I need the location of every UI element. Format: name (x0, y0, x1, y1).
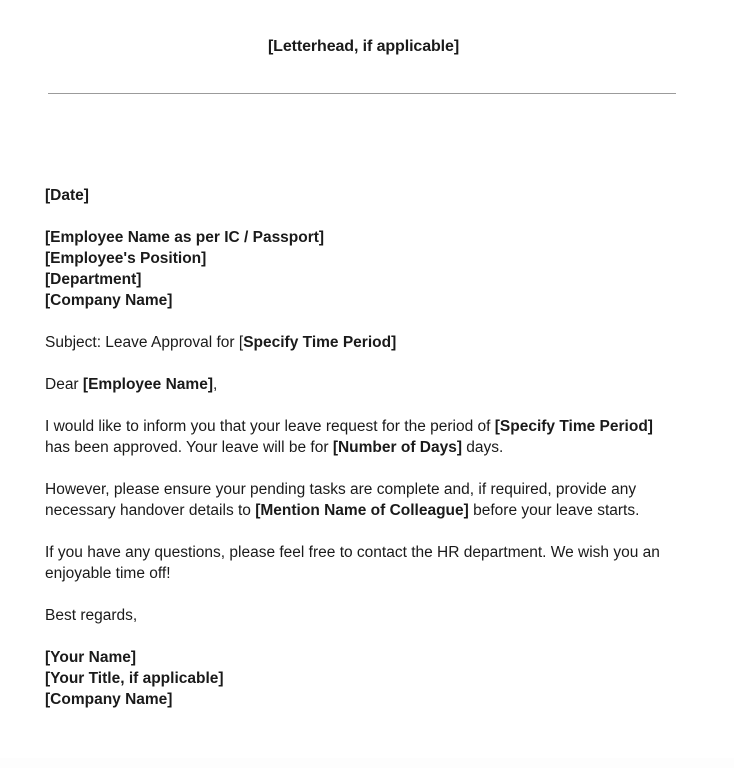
letter-body (45, 185, 681, 710)
page-bottom-edge (0, 758, 734, 768)
paragraph-approval (45, 416, 681, 458)
text-run-0: However, please ensure your pending tasks are complete and, if required, provide any necessary handover details to (45, 481, 637, 519)
paragraph-closing-note (45, 542, 681, 584)
salutation-line (45, 374, 681, 395)
recipient-company-line: [Company Name] (45, 292, 173, 309)
text-run-4: days. (462, 439, 504, 456)
text-run-0: If you have any questions, please feel free to contact the HR department. We wish you an enjoyable time off! (45, 544, 660, 582)
spacer-after-paragraph-1 (45, 458, 681, 479)
letterhead-heading: [Letterhead, if applicable] (267, 38, 460, 55)
signature-company-line: [Company Name] (45, 691, 173, 708)
text-run-1: [Specify Time Period] (494, 418, 653, 435)
text-run-2: before your leave starts. (468, 502, 640, 519)
text-run-3: [Number of Days] (332, 439, 462, 456)
header-divider-rule (48, 93, 676, 94)
spacer-after-signoff (45, 626, 681, 647)
spacer-after-date (45, 206, 681, 227)
spacer-after-paragraph-3 (45, 584, 681, 605)
signature-block (45, 647, 681, 710)
recipient-position-line: [Employee's Position] (45, 250, 207, 267)
subject-placeholder-text: Specify Time Period] (243, 334, 397, 351)
signature-title-line: [Your Title, if applicable] (45, 670, 224, 687)
salutation-prefix-text: Dear (45, 376, 83, 393)
text-run-2: has been approved. Your leave will be for (45, 439, 333, 456)
salutation-placeholder-text: [Employee Name] (82, 376, 213, 393)
spacer-after-salutation (45, 395, 681, 416)
recipient-name-line: [Employee Name as per IC / Passport] (45, 229, 325, 246)
spacer-after-subject (45, 353, 681, 374)
text-run-1: [Mention Name of Colleague] (255, 502, 469, 519)
spacer-after-address (45, 311, 681, 332)
subject-prefix-text: Subject: Leave Approval for [ (45, 334, 244, 351)
signature-name-line: [Your Name] (45, 649, 137, 666)
date-line: [Date] (45, 187, 89, 204)
recipient-address-block (45, 227, 681, 311)
date-block (45, 185, 681, 206)
paragraph-handover (45, 479, 681, 521)
spacer-after-paragraph-2 (45, 521, 681, 542)
subject-line (45, 332, 681, 353)
salutation-suffix-text: , (212, 376, 218, 393)
signoff-line: Best regards, (45, 607, 138, 624)
recipient-department-line: [Department] (45, 271, 142, 288)
text-run-0: I would like to inform you that your leave request for the period of (45, 418, 495, 435)
